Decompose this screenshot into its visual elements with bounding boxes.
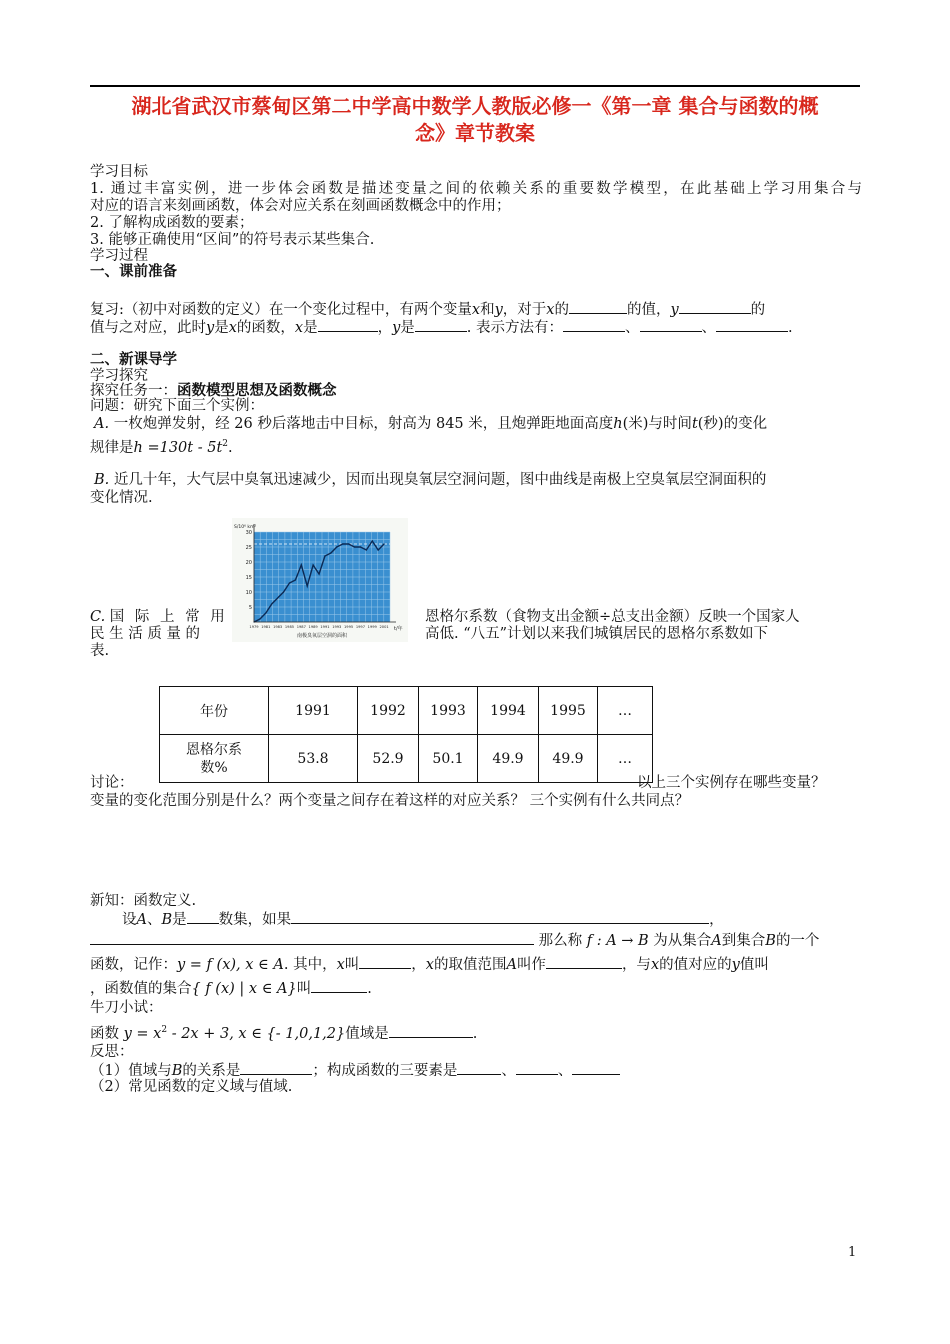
reflect-heading: 反思：	[90, 1044, 134, 1060]
blank-method-2[interactable]	[640, 318, 702, 332]
table-cell: 49.9	[539, 735, 598, 783]
review-line-2: 值与之对应，此时y是x的函数，x是 ，y是 . 表示方法有： 、 、 .	[90, 320, 793, 336]
example-c-line-3: 表.	[90, 643, 110, 659]
goal-2: 2. 了解构成函数的要素；	[90, 215, 254, 231]
goal-3: 3. 能够正确使用“区间”的符号表示某些集合.	[90, 232, 375, 248]
chart-x-tick-label: 1987	[296, 625, 306, 629]
chart-x-tick-label: 1985	[284, 625, 295, 629]
explore-heading: 学习探究	[90, 368, 148, 384]
chart-point	[383, 543, 384, 544]
chart-point	[336, 546, 337, 547]
table-row	[160, 735, 653, 783]
example-b-line-2: 变化情况.	[90, 490, 153, 506]
chart-point	[271, 603, 272, 604]
page-number: 1	[848, 1245, 857, 1260]
discuss-line-1: 以上三个实例存在哪些变量？	[637, 775, 826, 791]
blank-element-3[interactable]	[572, 1061, 620, 1075]
chart-point	[348, 543, 349, 544]
table-cell: 53.8	[269, 735, 358, 783]
example-c-line-1a: C. 国 际 上 常 用	[90, 609, 228, 625]
chart-x-tick-label: 1997	[355, 625, 366, 629]
chart-point	[330, 552, 331, 553]
table-cell: 52.9	[358, 735, 419, 783]
blank-y-values[interactable]	[679, 300, 751, 314]
section-2-heading: 二、新课导学	[90, 352, 177, 368]
table-header: 年份	[160, 687, 269, 735]
table-row	[160, 687, 653, 735]
question: 问题：研究下面三个实例：	[90, 398, 264, 414]
goal-1b: 对应的语言来刻画函数，体会对应关系在刻画函数概念中的作用；	[90, 198, 511, 214]
example-c-line-2a: 民 生 活 质 量 的	[90, 626, 201, 642]
chart-point	[313, 564, 314, 565]
explore-task: 探究任务一：函数模型思想及函数概念	[90, 383, 337, 399]
goal-1a: 1. 通过丰富实例，进一步体会函数是描述变量之间的依赖关系的重要数学模型，在此基础上学习用集合与	[90, 181, 862, 197]
definition-line-1: 设A、B是 数集，如果 ，	[122, 912, 724, 928]
table-cell: 50.1	[419, 735, 478, 783]
engel-table	[159, 686, 653, 783]
chart-point	[366, 549, 367, 550]
blank-element-2[interactable]	[516, 1061, 558, 1075]
chart-y-tick-label: 20	[245, 560, 252, 566]
table-cell: …	[598, 735, 653, 783]
chart-x-tick-label: 1981	[261, 625, 271, 629]
chart-caption: 南极臭氧层空洞的面积	[296, 633, 348, 639]
chart-point	[295, 579, 296, 580]
chart-x-axis-label: t/年	[394, 626, 403, 632]
blank-x-values[interactable]	[569, 300, 627, 314]
blank-value-range[interactable]	[389, 1024, 473, 1038]
title-line-1: 湖北省武汉市蔡甸区第二中学高中数学人教版必修一《第一章 集合与函数的概	[131, 94, 819, 118]
chart-y-tick-label: 10	[245, 590, 252, 596]
chart-x-tick-label: 1999	[367, 625, 377, 629]
title-line-2: 念》章节教案	[415, 121, 535, 145]
ozone-chart-svg	[232, 518, 408, 642]
chart-point	[289, 582, 290, 583]
blank-condition-1[interactable]	[291, 910, 709, 924]
chart-y-tick-label: 30	[245, 530, 252, 536]
blank-nonempty[interactable]	[187, 910, 219, 924]
chart-x-tick-label: 1993	[332, 625, 342, 629]
trial-line: 函数 $y = x^2 - 2x + 3$, x ∈ {- 1,0,1,2}值域是 .	[90, 1025, 478, 1042]
blank-y-name[interactable]	[415, 318, 467, 332]
definition-line-3: 函数，记作：y = f (x), x ∈ A. 其中，x叫 ，x的取值范围A叫作 ，与x的值对应的y值叫	[90, 957, 769, 973]
table-cell: 1992	[358, 687, 419, 735]
chart-x-tick-label: 1983	[273, 625, 283, 629]
chart-y-axis-label: S/10⁶ km²	[234, 525, 257, 530]
chart-point	[307, 585, 308, 586]
table-cell: 1994	[478, 687, 539, 735]
blank-element-1[interactable]	[457, 1061, 501, 1075]
chart-point	[259, 618, 260, 619]
discuss-line-2: 变量的变化范围分别是什么？两个变量之间存在着这样的对应关系？ 三个实例有什么共同点？	[90, 793, 690, 809]
process-heading: 学习过程	[90, 248, 148, 264]
example-a-line-2: 规律是$h =130t - 5t^2$.	[90, 439, 233, 456]
chart-point	[283, 591, 284, 592]
definition-heading: 新知：函数定义.	[90, 893, 197, 909]
goals-heading: 学习目标	[90, 164, 148, 180]
chart-x-tick-label: 1991	[320, 625, 330, 629]
blank-relation[interactable]	[240, 1061, 312, 1075]
chart-x-tick-label: 2001	[379, 625, 389, 629]
document-title	[90, 93, 860, 147]
chart-point	[342, 543, 343, 544]
chart-point	[265, 612, 266, 613]
reflect-line-1: （1）值域与B的关系是 ；构成函数的三要素是 、 、	[90, 1061, 862, 1080]
section-1-heading: 一、课前准备	[90, 264, 177, 280]
reflect-line-2: （2）常见函数的定义域与值域.	[90, 1079, 293, 1095]
table-cell: 1993	[419, 687, 478, 735]
blank-domain[interactable]	[546, 955, 622, 969]
chart-point	[277, 597, 278, 598]
blank-method-1[interactable]	[563, 318, 625, 332]
chart-point	[324, 555, 325, 556]
chart-point	[301, 564, 302, 565]
definition-line-4: ，函数值的集合{ f (x) | x ∈ A}叫 .	[90, 981, 372, 997]
blank-condition-2[interactable]	[90, 931, 534, 945]
table-cell: …	[598, 687, 653, 735]
chart-x-tick-label: 1995	[344, 625, 354, 629]
example-c-line-2b: 高低. “八五”计划以来我们城镇居民的恩格尔系数如下	[425, 626, 769, 642]
definition-line-2: 那么称 f : A → B 为从集合A到集合B的一个	[90, 931, 862, 950]
top-rule	[90, 85, 860, 87]
table-cell: 1995	[539, 687, 598, 735]
chart-point	[372, 540, 373, 541]
chart-y-tick-label: 5	[248, 605, 252, 611]
blank-range[interactable]	[311, 979, 367, 993]
chart-y-tick-label: 15	[245, 575, 252, 581]
example-c-line-1b: 恩格尔系数（食物支出金额÷总支出金额）反映一个国家人	[425, 609, 800, 625]
trial-heading: 牛刀小试：	[90, 1000, 163, 1016]
example-a-line-1: A. 一枚炮弹发射，经 26 秒后落地击中目标，射高为 845 米，且炮弹距地面高度h(米)与时间t(秒)的变化	[94, 416, 768, 432]
review-line-1: 复习:（初中对函数的定义）在一个变化过程中，有两个变量x和y，对于x的 的值，y 的	[90, 302, 766, 318]
table-cell: 49.9	[478, 735, 539, 783]
discuss-label: 讨论：	[90, 775, 134, 791]
formula: h =130t - 5t	[133, 439, 223, 456]
example-b-line-1: B. 近几十年，大气层中臭氧迅速减少，因而出现臭氧层空洞问题，图中曲线是南极上空臭氧层空洞面积的	[94, 472, 767, 488]
chart-point	[378, 549, 379, 550]
chart-point	[354, 546, 355, 547]
chart-x-tick-label: 1989	[308, 625, 318, 629]
chart-point	[360, 546, 361, 547]
blank-x-name[interactable]	[318, 318, 378, 332]
chart-point	[318, 573, 319, 574]
chart-x-tick-label: 1979	[249, 625, 259, 629]
blank-independent[interactable]	[359, 955, 411, 969]
ozone-chart	[232, 518, 408, 642]
chart-y-tick-label: 25	[245, 545, 252, 551]
blank-method-3[interactable]	[716, 318, 788, 332]
table-cell: 1991	[269, 687, 358, 735]
table-row-label: 恩格尔系数%	[160, 735, 269, 783]
